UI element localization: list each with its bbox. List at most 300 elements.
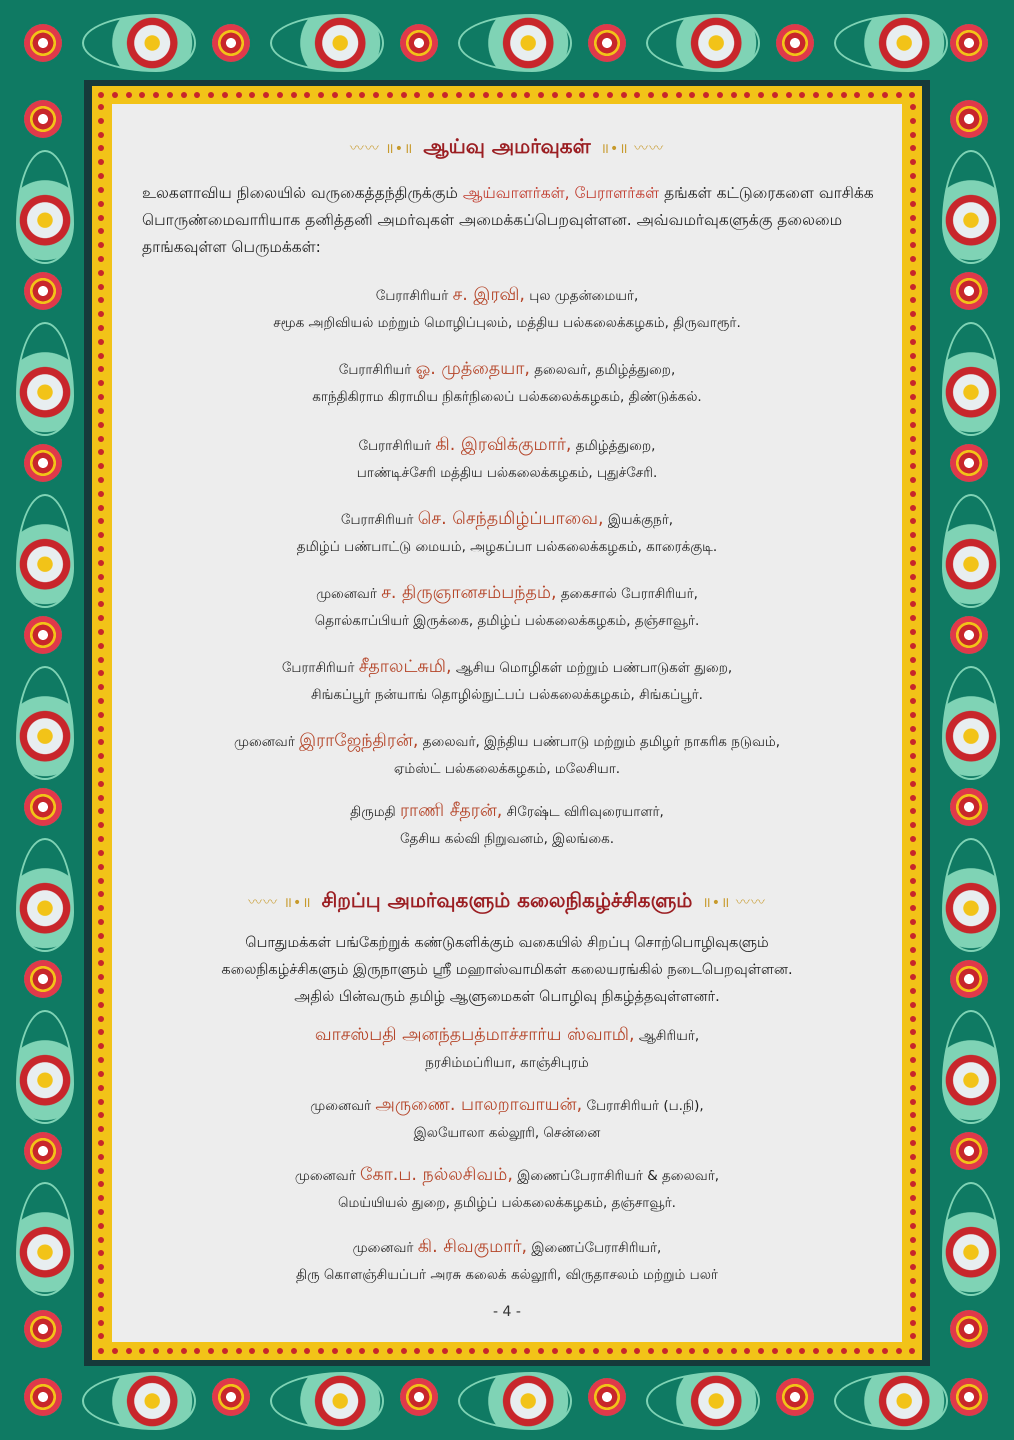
dot-ornament-icon (387, 92, 393, 98)
dot-ornament-icon (731, 1348, 737, 1354)
dot-ornament-icon (910, 822, 916, 828)
dot-ornament-icon (98, 1348, 104, 1354)
dot-ornament-icon (98, 878, 104, 884)
title-prefix: பேராசிரியர் (358, 438, 436, 454)
paisley-ornament-icon (16, 494, 74, 608)
flower-ornament-icon (950, 1132, 988, 1170)
dot-ornament-icon (98, 629, 104, 635)
dot-ornament-icon (910, 1292, 916, 1298)
dot-ornament-icon (524, 1348, 530, 1354)
dot-ornament-icon (910, 145, 916, 151)
dot-ornament-icon (98, 1292, 104, 1298)
entry-line-1 (112, 1092, 902, 1120)
dot-ornament-icon (98, 1181, 104, 1187)
dot-ornament-icon (98, 1057, 104, 1063)
entry-line-1 (112, 1022, 902, 1050)
dot-ornament-icon (359, 92, 365, 98)
dot-ornament-icon (98, 795, 104, 801)
dot-ornament-icon (910, 436, 916, 442)
dot-ornament-icon (456, 1348, 462, 1354)
entry-line-2: சிங்கப்பூர் நன்யாங் தொழில்நுட்பப் பல்கலைக்கழகம், சிங்கப்பூர். (311, 687, 703, 703)
dot-ornament-icon (98, 1071, 104, 1077)
dot-ornament-icon (910, 1168, 916, 1174)
person-entry (112, 282, 902, 337)
dot-ornament-icon (910, 587, 916, 593)
dot-ornament-icon (483, 92, 489, 98)
flower-ornament-icon (24, 100, 62, 138)
dot-ornament-icon (98, 1278, 104, 1284)
dot-ornament-icon (98, 615, 104, 621)
dot-ornament-icon (841, 92, 847, 98)
dot-ornament-icon (98, 159, 104, 165)
dot-ornament-icon (181, 1348, 187, 1354)
dot-ornament-icon (910, 933, 916, 939)
dot-ornament-icon (98, 684, 104, 690)
entry-line-2: இலயோலா கல்லூரி, சென்னை (413, 1125, 601, 1141)
dot-ornament-icon (98, 228, 104, 234)
dot-ornament-icon (98, 974, 104, 980)
person-role: ஆசிய மொழிகள் மற்றும் பண்பாடுகள் துறை, (451, 660, 733, 676)
dot-ornament-icon (98, 380, 104, 386)
dot-ornament-icon (98, 739, 104, 745)
dot-ornament-icon (98, 422, 104, 428)
dot-ornament-icon (910, 1306, 916, 1312)
dot-ornament-icon (469, 92, 475, 98)
dot-ornament-icon (98, 1264, 104, 1270)
dot-ornament-icon (909, 1348, 915, 1354)
person-entry (112, 1234, 902, 1289)
dot-ornament-icon (772, 92, 778, 98)
dot-ornament-icon (827, 1348, 833, 1354)
dot-ornament-icon (910, 463, 916, 469)
dot-ornament-icon (910, 739, 916, 745)
dot-ornament-icon (208, 92, 214, 98)
entry-line-1 (112, 1162, 902, 1190)
dot-ornament-icon (98, 118, 104, 124)
dot-ornament-icon (304, 1348, 310, 1354)
dot-ornament-icon (676, 1348, 682, 1354)
flower-ornament-icon (400, 1378, 438, 1416)
dot-ornament-icon (910, 1043, 916, 1049)
dot-ornament-icon (98, 546, 104, 552)
person-entry (112, 356, 902, 411)
dot-ornament-icon (98, 104, 104, 110)
paisley-ornament-icon (270, 14, 384, 72)
person-name: வாசஸ்பதி அனந்தபத்மாச்சார்ய ஸ்வாமி, (314, 1025, 635, 1045)
dot-ornament-icon (910, 670, 916, 676)
dot-ornament-icon (910, 864, 916, 870)
dot-ornament-icon (882, 1348, 888, 1354)
flower-ornament-icon (24, 444, 62, 482)
flower-ornament-icon (24, 616, 62, 654)
dot-ornament-icon (98, 670, 104, 676)
dot-ornament-icon (910, 684, 916, 690)
dot-ornament-icon (98, 1099, 104, 1105)
dot-ornament-icon (126, 1348, 132, 1354)
dot-ornament-icon (98, 864, 104, 870)
dot-ornament-icon (98, 919, 104, 925)
dot-ornament-icon (910, 629, 916, 635)
person-role: இயக்குநர், (603, 512, 674, 528)
dot-ornament-icon (910, 408, 916, 414)
dot-ornament-icon (593, 1348, 599, 1354)
dot-ornament-icon (428, 1348, 434, 1354)
dot-ornament-icon (910, 988, 916, 994)
dot-ornament-icon (910, 518, 916, 524)
flower-ornament-icon (776, 1378, 814, 1416)
dot-ornament-icon (291, 1348, 297, 1354)
person-entry (112, 1092, 902, 1147)
section-heading-special-sessions (112, 888, 902, 915)
dot-ornament-icon (98, 1306, 104, 1312)
section-title: ஆய்வு அமர்வுகள் (423, 134, 591, 158)
entry-line-1 (112, 1234, 902, 1262)
dot-ornament-icon (98, 532, 104, 538)
paisley-ornament-icon (458, 1372, 572, 1430)
dot-ornament-icon (98, 339, 104, 345)
dot-ornament-icon (98, 698, 104, 704)
dot-ornament-icon (910, 491, 916, 497)
title-prefix: முனைவர் (233, 734, 300, 750)
dot-ornament-icon (98, 1250, 104, 1256)
dot-ornament-icon (346, 92, 352, 98)
flower-ornament-icon (212, 1378, 250, 1416)
person-entry (112, 654, 902, 709)
dot-ornament-icon (98, 366, 104, 372)
flower-ornament-icon (950, 272, 988, 310)
dot-ornament-icon (387, 1348, 393, 1354)
dot-ornament-icon (910, 256, 916, 262)
dot-ornament-icon (98, 988, 104, 994)
paisley-ornament-icon (942, 322, 1000, 436)
dot-ornament-icon (139, 1348, 145, 1354)
entry-line-1 (112, 580, 902, 608)
paisley-ornament-icon (16, 666, 74, 780)
dot-ornament-icon (579, 1348, 585, 1354)
dot-ornament-icon (910, 1126, 916, 1132)
dot-border-right (910, 104, 916, 1340)
dot-ornament-icon (194, 1348, 200, 1354)
dot-ornament-icon (662, 1348, 668, 1354)
dot-ornament-icon (648, 92, 654, 98)
section-heading-research-sessions (112, 134, 902, 161)
person-entry (112, 432, 902, 487)
flower-ornament-icon (588, 24, 626, 62)
dot-ornament-icon (98, 1043, 104, 1049)
dot-ornament-icon (483, 1348, 489, 1354)
dot-ornament-icon (910, 325, 916, 331)
dot-ornament-icon (98, 201, 104, 207)
dot-ornament-icon (896, 92, 902, 98)
flower-ornament-icon (24, 272, 62, 310)
dot-ornament-icon (910, 712, 916, 718)
person-name: ச. இரவி, (452, 285, 525, 305)
flower-ornament-icon (950, 100, 988, 138)
flower-ornament-icon (212, 24, 250, 62)
dot-ornament-icon (910, 726, 916, 732)
title-prefix: முனைவர் (316, 586, 382, 602)
dot-ornament-icon (744, 1348, 750, 1354)
dot-ornament-icon (910, 767, 916, 773)
dot-ornament-icon (98, 657, 104, 663)
dot-ornament-icon (799, 92, 805, 98)
paisley-ornament-icon (942, 494, 1000, 608)
paisley-ornament-icon (834, 14, 948, 72)
dot-ornament-icon (910, 878, 916, 884)
dot-ornament-icon (910, 1154, 916, 1160)
person-name: ச. திருஞானசம்பந்தம், (381, 583, 557, 603)
dot-ornament-icon (236, 92, 242, 98)
dot-ornament-icon (910, 1250, 916, 1256)
dot-ornament-icon (607, 92, 613, 98)
dot-ornament-icon (332, 1348, 338, 1354)
dot-ornament-icon (332, 92, 338, 98)
dot-ornament-icon (98, 560, 104, 566)
paisley-ornament-icon (942, 666, 1000, 780)
dot-border-bottom (98, 1348, 916, 1354)
dot-ornament-icon (854, 1348, 860, 1354)
flower-ornament-icon (950, 788, 988, 826)
dot-ornament-icon (579, 92, 585, 98)
dot-ornament-icon (868, 92, 874, 98)
dot-ornament-icon (758, 92, 764, 98)
dot-ornament-icon (263, 92, 269, 98)
dot-ornament-icon (98, 408, 104, 414)
entry-line-2: திரு கொளஞ்சியப்பர் அரசு கலைக் கல்லூரி, விருதாசலம் மற்றும் பலர் (296, 1267, 718, 1283)
title-prefix: முனைவர் (294, 1168, 361, 1184)
dot-ornament-icon (910, 1333, 916, 1339)
dot-ornament-icon (414, 1348, 420, 1354)
person-entry (112, 506, 902, 561)
entry-line-1 (112, 798, 902, 826)
entry-line-1 (112, 654, 902, 682)
dot-ornament-icon (139, 92, 145, 98)
dot-ornament-icon (373, 92, 379, 98)
flower-ornament-icon (24, 788, 62, 826)
entry-line-2: காந்திகிராம கிராமிய நிகர்நிலைப் பல்கலைக்கழகம், திண்டுக்கல். (312, 389, 702, 405)
dot-ornament-icon (910, 104, 916, 110)
dot-ornament-icon (98, 256, 104, 262)
dot-ornament-icon (717, 1348, 723, 1354)
dot-ornament-icon (854, 92, 860, 98)
dot-ornament-icon (98, 491, 104, 497)
flower-ornament-icon (776, 24, 814, 62)
dot-ornament-icon (910, 1181, 916, 1187)
paisley-ornament-icon (16, 1182, 74, 1296)
dot-ornament-icon (552, 92, 558, 98)
dot-ornament-icon (401, 92, 407, 98)
dot-ornament-icon (98, 297, 104, 303)
dot-ornament-icon (414, 92, 420, 98)
dot-ornament-icon (910, 753, 916, 759)
dot-ornament-icon (910, 366, 916, 372)
paisley-ornament-icon (16, 1010, 74, 1124)
dot-ornament-icon (263, 1348, 269, 1354)
section2-intro (132, 930, 882, 1011)
heading-ornament-icon: 〰〰 ॥•॥ (248, 895, 312, 911)
dot-ornament-icon (910, 1057, 916, 1063)
dot-ornament-icon (98, 145, 104, 151)
dot-ornament-icon (497, 1348, 503, 1354)
dot-ornament-icon (222, 92, 228, 98)
dot-ornament-icon (98, 270, 104, 276)
person-role: இணைப்பேராசிரியர், (527, 1240, 662, 1256)
person-role: புல முதன்மையர், (524, 288, 639, 304)
title-prefix: முனைவர் (310, 1098, 376, 1114)
dot-ornament-icon (98, 891, 104, 897)
dot-ornament-icon (511, 1348, 517, 1354)
dot-ornament-icon (566, 92, 572, 98)
dot-ornament-icon (208, 1348, 214, 1354)
paisley-ornament-icon (834, 1372, 948, 1430)
dot-border-top (98, 92, 916, 98)
person-role: தமிழ்த்துறை, (571, 438, 656, 454)
dot-ornament-icon (98, 947, 104, 953)
person-role: தலைவர், இந்திய பண்பாடு மற்றும் தமிழர் நாகரிக நடுவம், (418, 734, 781, 750)
dot-ornament-icon (98, 505, 104, 511)
dot-ornament-icon (222, 1348, 228, 1354)
dot-ornament-icon (910, 919, 916, 925)
dot-ornament-icon (98, 1223, 104, 1229)
flower-ornament-icon (24, 24, 62, 62)
dot-ornament-icon (442, 1348, 448, 1354)
flower-ornament-icon (24, 960, 62, 998)
dot-ornament-icon (112, 92, 118, 98)
dot-ornament-icon (634, 92, 640, 98)
dot-ornament-icon (731, 92, 737, 98)
dot-ornament-icon (910, 974, 916, 980)
section-title: சிறப்பு அமர்வுகளும் கலைநிகழ்ச்சிகளும் (321, 888, 693, 912)
flower-ornament-icon (950, 616, 988, 654)
dot-ornament-icon (813, 92, 819, 98)
person-name: ஓ. முத்தையா, (415, 359, 530, 379)
dot-ornament-icon (428, 92, 434, 98)
dot-ornament-icon (910, 947, 916, 953)
dot-ornament-icon (98, 518, 104, 524)
entry-line-2: தேசிய கல்வி நிறுவனம், இலங்கை. (399, 831, 615, 847)
person-entry (112, 798, 902, 853)
dot-ornament-icon (910, 850, 916, 856)
intro-line: அதில் பின்வரும் தமிழ் ஆளுமைகள் பொழிவு நிகழ்த்தவுள்ளனர். (294, 989, 720, 1005)
dot-ornament-icon (910, 339, 916, 345)
dot-ornament-icon (373, 1348, 379, 1354)
entry-line-2: பாண்டிச்சேரி மத்திய பல்கலைக்கழகம், புதுச்சேரி. (356, 465, 658, 481)
dot-ornament-icon (98, 463, 104, 469)
document-page (112, 104, 902, 1342)
dot-ornament-icon (910, 891, 916, 897)
person-role: தலைவர், தமிழ்த்துறை, (529, 362, 676, 378)
dot-ornament-icon (98, 643, 104, 649)
dot-ornament-icon (277, 1348, 283, 1354)
paisley-ornament-icon (942, 1010, 1000, 1124)
paisley-ornament-icon (82, 14, 196, 72)
dot-ornament-icon (910, 1099, 916, 1105)
dot-ornament-icon (98, 1154, 104, 1160)
dot-ornament-icon (910, 270, 916, 276)
dot-ornament-icon (910, 1223, 916, 1229)
dot-ornament-icon (98, 836, 104, 842)
dot-ornament-icon (910, 1195, 916, 1201)
dot-border-left (98, 104, 104, 1340)
dot-ornament-icon (552, 1348, 558, 1354)
dot-ornament-icon (98, 601, 104, 607)
dot-ornament-icon (98, 1237, 104, 1243)
dot-ornament-icon (98, 905, 104, 911)
dot-ornament-icon (98, 1002, 104, 1008)
dot-ornament-icon (566, 1348, 572, 1354)
entry-line-1 (112, 506, 902, 534)
dot-ornament-icon (703, 1348, 709, 1354)
dot-ornament-icon (910, 546, 916, 552)
dot-ornament-icon (676, 92, 682, 98)
person-name: கி. இரவிக்குமார், (435, 435, 572, 455)
entry-line-2: தொல்காப்பியர் இருக்கை, தமிழ்ப் பல்கலைக்கழகம், தஞ்சாவூர். (314, 613, 700, 629)
dot-ornament-icon (469, 1348, 475, 1354)
dot-ornament-icon (98, 850, 104, 856)
dot-ornament-icon (910, 657, 916, 663)
dot-ornament-icon (538, 1348, 544, 1354)
dot-ornament-icon (910, 698, 916, 704)
dot-ornament-icon (153, 1348, 159, 1354)
title-prefix: பேராசிரியர் (340, 512, 418, 528)
person-name: செ. செந்தமிழ்ப்பாவை, (417, 509, 604, 529)
dot-ornament-icon (511, 92, 517, 98)
dot-ornament-icon (98, 1209, 104, 1215)
dot-ornament-icon (98, 726, 104, 732)
paisley-ornament-icon (458, 14, 572, 72)
entry-line-1 (112, 728, 902, 756)
dot-ornament-icon (841, 1348, 847, 1354)
dot-ornament-icon (689, 92, 695, 98)
flower-ornament-icon (400, 24, 438, 62)
dot-ornament-icon (98, 753, 104, 759)
dot-ornament-icon (910, 532, 916, 538)
dot-ornament-icon (98, 92, 104, 98)
dot-ornament-icon (167, 1348, 173, 1354)
dot-ornament-icon (910, 380, 916, 386)
dot-ornament-icon (910, 960, 916, 966)
dot-ornament-icon (181, 92, 187, 98)
dot-ornament-icon (98, 394, 104, 400)
dot-ornament-icon (98, 311, 104, 317)
entry-line-2: ஏம்ஸ்ட் பல்கலைக்கழகம், மலேசியா. (393, 761, 621, 777)
dot-ornament-icon (98, 767, 104, 773)
intro-line: பொதுமக்கள் பங்கேற்றுக் கண்டுகளிக்கும் வகையில் சிறப்பு சொற்பொழிவுகளும் (245, 935, 769, 951)
dot-ornament-icon (882, 92, 888, 98)
dot-ornament-icon (98, 1195, 104, 1201)
person-entry (112, 1022, 902, 1077)
dot-ornament-icon (910, 449, 916, 455)
dot-ornament-icon (910, 297, 916, 303)
paisley-ornament-icon (16, 322, 74, 436)
entry-line-2: மெய்யியல் துறை, தமிழ்ப் பல்கலைக்கழகம், தஞ்சாவூர். (338, 1195, 676, 1211)
dot-ornament-icon (827, 92, 833, 98)
person-role: பேராசிரியர் (ப.நி), (582, 1098, 704, 1114)
dot-ornament-icon (98, 215, 104, 221)
dot-ornament-icon (662, 92, 668, 98)
entry-line-1 (112, 356, 902, 384)
dot-ornament-icon (318, 92, 324, 98)
dot-ornament-icon (98, 960, 104, 966)
dot-ornament-icon (593, 92, 599, 98)
dot-ornament-icon (909, 92, 915, 98)
intro-text: தங்கள் கட்டுரைகளை வாசிக்க பொருண்மைவாரியாக தனித்தனி அமர்வுகள் அமைக்கப்பெறவுள்ளன. அவ்வமர்வுகளுக்கு தலைமை தாங்கவுள்ள பெருமக்கள்: (142, 184, 874, 256)
person-name: இராஜேந்திரன், (299, 731, 419, 751)
dot-ornament-icon (442, 92, 448, 98)
dot-ornament-icon (304, 92, 310, 98)
dot-ornament-icon (456, 92, 462, 98)
dot-ornament-icon (910, 1112, 916, 1118)
